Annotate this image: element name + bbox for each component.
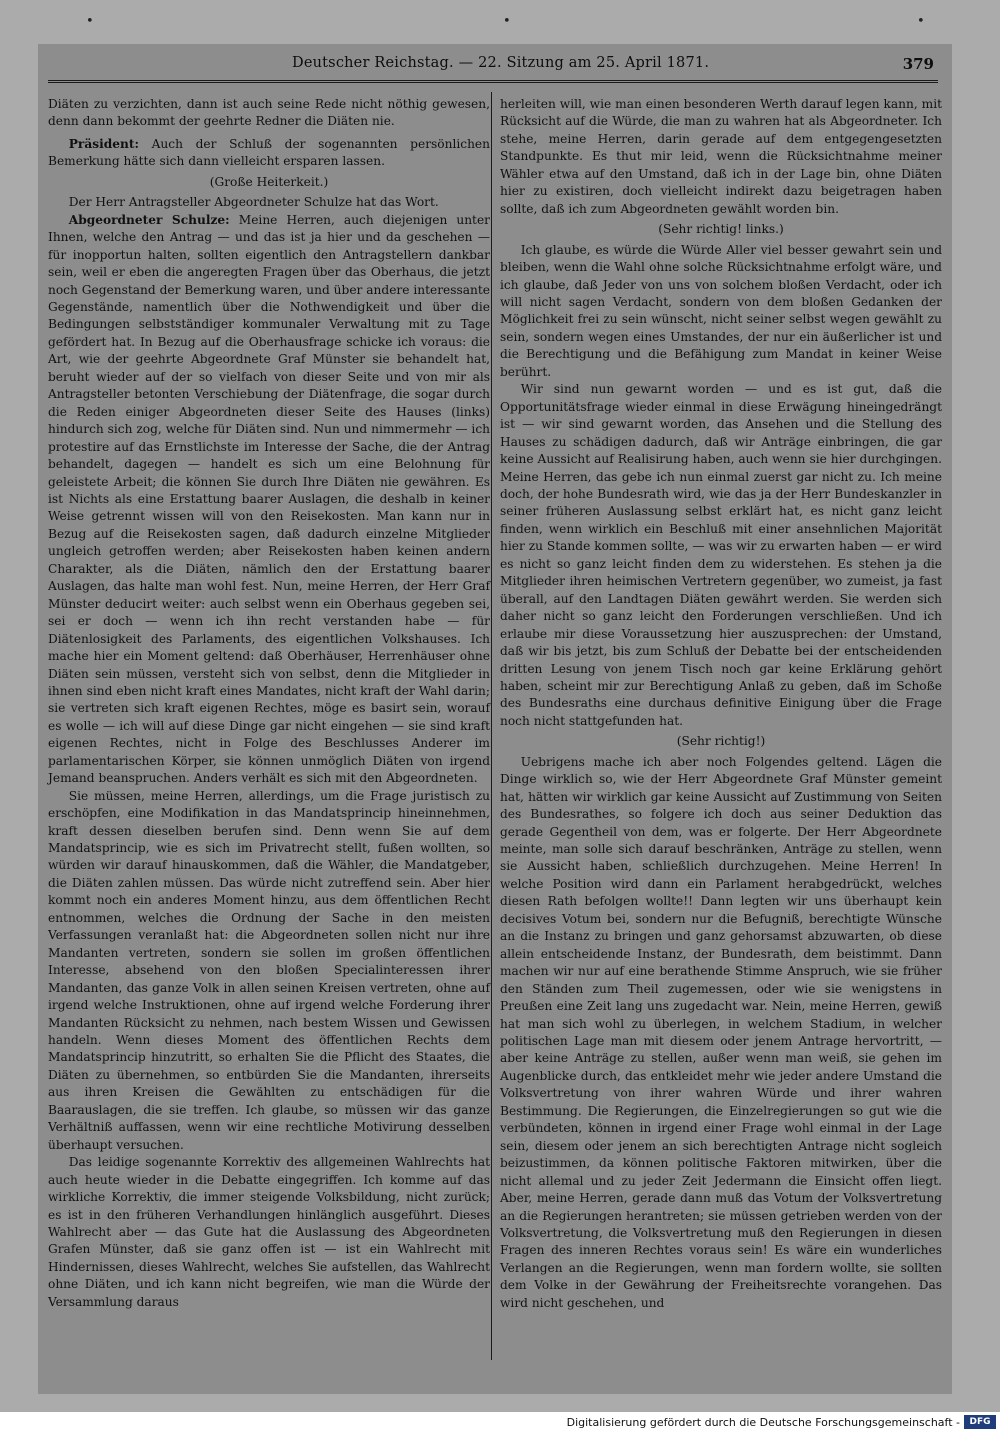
interjection: (Große Heiterkeit.) — [209, 174, 329, 189]
paragraph: Sie müssen, meine Herren, allerdings, um die Frage juristisch zu erschöpfen, eine Modifikation in das Mandatsprincip hineinnehmen, kraft dessen dieselben berufen sind. Denn wenn Sie auf dem Mandatsprincip, wie es sich im Privatrecht stellt, fußen wollten, so würden wir darauf hinauskommen, daß die Wähler, die Mandatgeber, die Diäten zahlen müssen. Das würde nicht zutreffend sein. Aber hier kommt noch ein anderes Moment hinzu, aus dem öffentlichen Recht entnommen, welches die Ordnung der Sache in den meisten Verfassungen veranlaßt hat: die Abgeordneten sollen nicht nur ihre Mandanten vertreten, sondern sie sollen im großen öffentlichen Interesse, absehend von den bloßen Specialinteressen ihrer Mandanten, das ganze Volk in allen seinen Kreisen vertreten, ohne auf irgend welche Instruktionen, ohne auf irgend welche Forderung ihrer Mandanten Rücksicht zu nehmen, nach bestem Wissen und Gewissen handeln. Wenn dieses Moment des öffentlichen Rechts dem Mandatsprincip hinzutritt, so erhalten Sie die Pflicht des Staates, die Diäten zu übernehmen, so entbürden Sie die Mandanten, ihrerseits aus ihren Kreisen die Gewählten zu entschädigen für die Baarauslagen, die sie treffen. Ich glaube, so müssen wir das ganze Verhältniß auffassen, wenn wir eine rechtliche Motivirung desselben überhaupt versuchen. — [48, 788, 490, 1152]
paragraph: Präsident: Auch der Schluß der sogenannten persönlichen Bemerkung hätte sich dann vielleicht ersparen lassen. — [48, 136, 490, 169]
speaker-name: Abgeordneter Schulze: — [68, 212, 230, 227]
left-column — [48, 96, 490, 1311]
header-rule — [48, 80, 938, 81]
page-number: 379 — [902, 55, 934, 73]
corner-mark: • — [86, 14, 94, 29]
paragraph: Das leidige sogenannte Korrektiv des allgemeinen Wahlrechts hat auch heute wieder in die Debatte eingegriffen. Ich komme auf das wirkliche Korrektiv, die immer steigende Volksbildung, nicht zurück; es ist in den früheren Verhandlungen hinlänglich ausgeführt. Dieses Wahlrecht aber — das Gute hat die Auslassung des Abgeordneten Grafen Münster, daß sie ganz offen ist — ist ein Wahlrecht mit Hindernissen, dieses Wahlrecht, welches Sie aufstellen, das Wahlrecht ohne Diäten, und ich kann nicht begreifen, wie man die Würde der Versammlung daraus — [48, 1155, 490, 1309]
column-divider — [491, 92, 492, 1360]
paragraph: Ich glaube, es würde die Würde Aller viel besser gewahrt sein und bleiben, wenn die Wahl ohne solche Rücksichtnahme erfolgt wäre, und ich glaube, daß Jeder von uns von solchem bloßen Verdacht, oder ich will nicht sagen Verdacht, sondern von dem bloßen Gedanken der Möglichkeit frei zu sein wünscht, nicht seiner selbst wegen gewählt zu sein, sondern wegen eines Umstandes, der nur ein äußerlicher ist und die Berechtigung und die Befähigung zum Mandat in keiner Weise berührt. — [500, 242, 942, 379]
corner-mark: • — [503, 14, 511, 29]
paragraph: Wir sind nun gewarnt worden — und es ist gut, daß die Opportunitätsfrage wieder einmal in diese Erwägung hineingedrängt ist — wir sind gewarnt worden, das Ansehen und die Stellung des Hauses zu schädigen dadurch, daß wir Anträge einbringen, die gar keine Aussicht auf Realisirung haben, auch wenn sie hier durchgingen. Meine Herren, das gebe ich nun einmal zuerst gar nicht zu. Ich meine doch, der hohe Bundesrath wird, wie das ja der Herr Bundeskanzler in seiner früheren Auslassung selbst erklärt hat, es nicht ganz leicht finden, wenn wirklich ein Beschluß mit einer ansehnlichen Majorität hier zu Stande kommen sollte, — was wir zu erwarten haben — er wird es nicht so ganz leicht finden dem zu widerstehen. Es stehen ja die Mitglieder ihren heimischen Vertretern gegenüber, wo zumeist, ja fast überall, auf den Landtagen Diäten gewährt werden. Sie werden sich daher nicht so ganz leicht den Forderungen verschließen. Und ich erlaube mir diese Voraussetzung hier auszusprechen: der Umstand, daß wir bis jetzt, bis zum Schluß der Debatte bei der entscheidenden dritten Lesung von jenem Tisch noch gar keine Erklärung gehört haben, scheint mir zur Berechtigung Anlaß zu geben, daß im Schoße des Bundesraths eine durchaus definitive Einigung über die Frage noch nicht stattgefunden hat. — [500, 382, 942, 728]
footer-bar — [0, 1414, 1000, 1432]
paragraph: Diäten zu verzichten, dann ist auch seine Rede nicht nöthig gewesen, denn dann bekommt der geehrte Redner die Diäten nie. — [48, 97, 490, 129]
speaker-name: Präsident: — [68, 136, 139, 151]
paragraph: Der Herr Antragsteller Abgeordneter Schulze hat das Wort. — [68, 195, 439, 210]
interjection: (Sehr richtig! links.) — [658, 222, 784, 237]
corner-mark: • — [917, 14, 925, 29]
right-column — [500, 96, 942, 1312]
paragraph: herleiten will, wie man einen besonderen Werth darauf legen kann, mit Rücksicht auf die Würde, die man zu wahren hat als Abgeordneter. Ich stehe, meine Herren, darin gerade auf dem entgegengesetzten Standpunkte. Es thut mir leid, wenn die Rücksichtnahme meiner Wähler etwa auf den Umstand, daß ich in der Lage bin, ohne Diäten hier zu existiren, doch vielleicht indirekt dazu beigetragen haben sollte, daß ich zum Abgeordneten gewählt worden bin. — [500, 97, 942, 216]
interjection: (Sehr richtig!) — [676, 734, 766, 749]
paragraph: Abgeordneter Schulze: Meine Herren, auch diejenigen unter Ihnen, welche den Antrag — und das ist ja hier und da geschehen — für inopportun halten, sollten eigentlich den Antragstellern dankbar sein, weil er eben die angeregten Fragen über das Oberhaus, die jetzt noch Gegenstand der Bemerkung waren, und über andere interessante Gegenstände, namentlich über die Nothwendigkeit und über die Bedingungen selbstständiger kommunaler Verwaltung mit zu Tage gefördert hat. In Bezug auf die Oberhausfrage schicke ich voraus: die Art, wie der geehrte Abgeordnete Graf Münster sie behandelt hat, beruht wieder auf der so vielfach von dieser Seite und von mir als Antragsteller betonten Verschiebung der Diätenfrage, die sogar durch die Reden einiger Abgeordneten dieser Seite des Hauses (links) hindurch sich zog, welche für Diäten sind. Nun und nimmermehr — ich protestire auf das Ernstlichste im Interesse der Sache, die der Antrag behandelt, dagegen — handelt es sich um eine Belohnung für geleistete Arbeit; die können Sie durch Ihre Diäten nie gewähren. Es ist Nichts als eine Erstattung baarer Auslagen, die deshalb in keiner Weise getrennt wissen will von den Reisekosten. Man kann nur in Bezug auf die Reisekosten sagen, daß dadurch einzelne Mitglieder ungleich getroffen werden; aber Reisekosten haben keinen andern Charakter, als die Diäten, nämlich den der Erstattung baarer Auslagen, das halte man wohl fest. Nun, meine Herren, der Herr Graf Münster deducirt weiter: auch selbst wenn ein Oberhaus gegeben sei, sei er doch — wenn ich ihn recht verstanden habe — für Diätenlosigkeit des Parlaments, des eigentlichen Volkshauses. Ich mache hier ein Moment geltend: daß Oberhäuser, Herrenhäuser ohne Diäten sein müssen, versteht sich von selbst, denn die Mitglieder in ihnen sind eben nicht kraft eines Mandates, nicht kraft der Wahl darin; sie vertreten sich kraft eigenen Rechtes, möge es basirt sein, worauf es wolle — ich will auf diese Dinge gar nicht eingehen — sie sind kraft eigenen Rechtes, nicht in Folge des Beschlusses Anderer im parlamentarischen Körper, sie können unmöglich Diäten von irgend Jemand beanspruchen. Anders verhält es sich mit den Abgeordneten. — [48, 212, 490, 786]
running-title: Deutscher Reichstag. — 22. Sitzung am 25. April 1871. — [292, 55, 710, 71]
paragraph: Uebrigens mache ich aber noch Folgendes geltend. Lägen die Dinge wirklich so, wie der Herr Abgeordnete Graf Münster gemeint hat, hätten wir wirklich gar keine Aussicht auf Zustimmung von Seiten des Bundesrathes, so folgere ich doch aus seiner Deduktion das gerade Gegentheil von dem, was er folgerte. Der Herr Abgeordnete meinte, man solle sich darauf beschränken, Anträge zu stellen, wenn sie Aussicht haben, schließlich durchzugehen. Meine Herren! In welche Position wird dann ein Parlament herabgedrückt, welches diesen Rath befolgen wollte!! Dann legten wir uns überhaupt kein decisives Votum bei, sondern nur die Befugniß, berechtigte Wünsche an die Instanz zu bringen und ganz gehorsamst abzuwarten, ob diese allein entscheidende Instanz, der Bundesrath, dem beistimmt. Dann machen wir nur auf eine berathende Stimme Anspruch, wie sie früher den Ständen zum Theil zugemessen, oder wie sie wenigstens in Preußen eine Zeit lang uns zugedacht war. Nein, meine Herren, gewiß hat man sich wohl zu überlegen, in welchem Stadium, in welcher politischen Lage man mit diesem oder jenem Antrage hervortritt, — aber keine Anträge zu stellen, außer wenn man weiß, sie gehen im Augenblicke durch, das entkleidet mehr wie jeder andere Umstand die Volksvertretung von ihrer wahren Würde und ihrer wahren Bestimmung. Die Regierungen, die Einzelregierungen so gut wie die verbündeten, können in irgend einer Frage wohl einmal in der Lage sein, diesem oder jenem an sich berechtigten Antrage nicht sogleich beizustimmen, da können politische Faktoren mitwirken, über die nicht allemal und zu jeder Zeit Jedermann die Einsicht offen liegt. Aber, meine Herren, gerade dann muß das Votum der Volksvertretung an die Regierungen herantreten; sie müssen getrieben werden von der Volksvertretung, die Volksvertretung muß den Regierungen in diesen Fragen des inneren Rechtes voraus sein! Es wäre ein wunderliches Verlangen an die Regierungen, wenn man fordern wollte, sie sollten dem Volke in der Gewährung der Freiheitsrechte vorangehen. Das wird nicht geschehen, und — [500, 754, 942, 1310]
header-rule — [48, 82, 938, 83]
dfg-logo: DFG — [964, 1415, 996, 1429]
digitization-credit: Digitalisierung gefördert durch die Deutsche Forschungsgemeinschaft - — [566, 1416, 960, 1429]
page-header — [48, 52, 938, 78]
